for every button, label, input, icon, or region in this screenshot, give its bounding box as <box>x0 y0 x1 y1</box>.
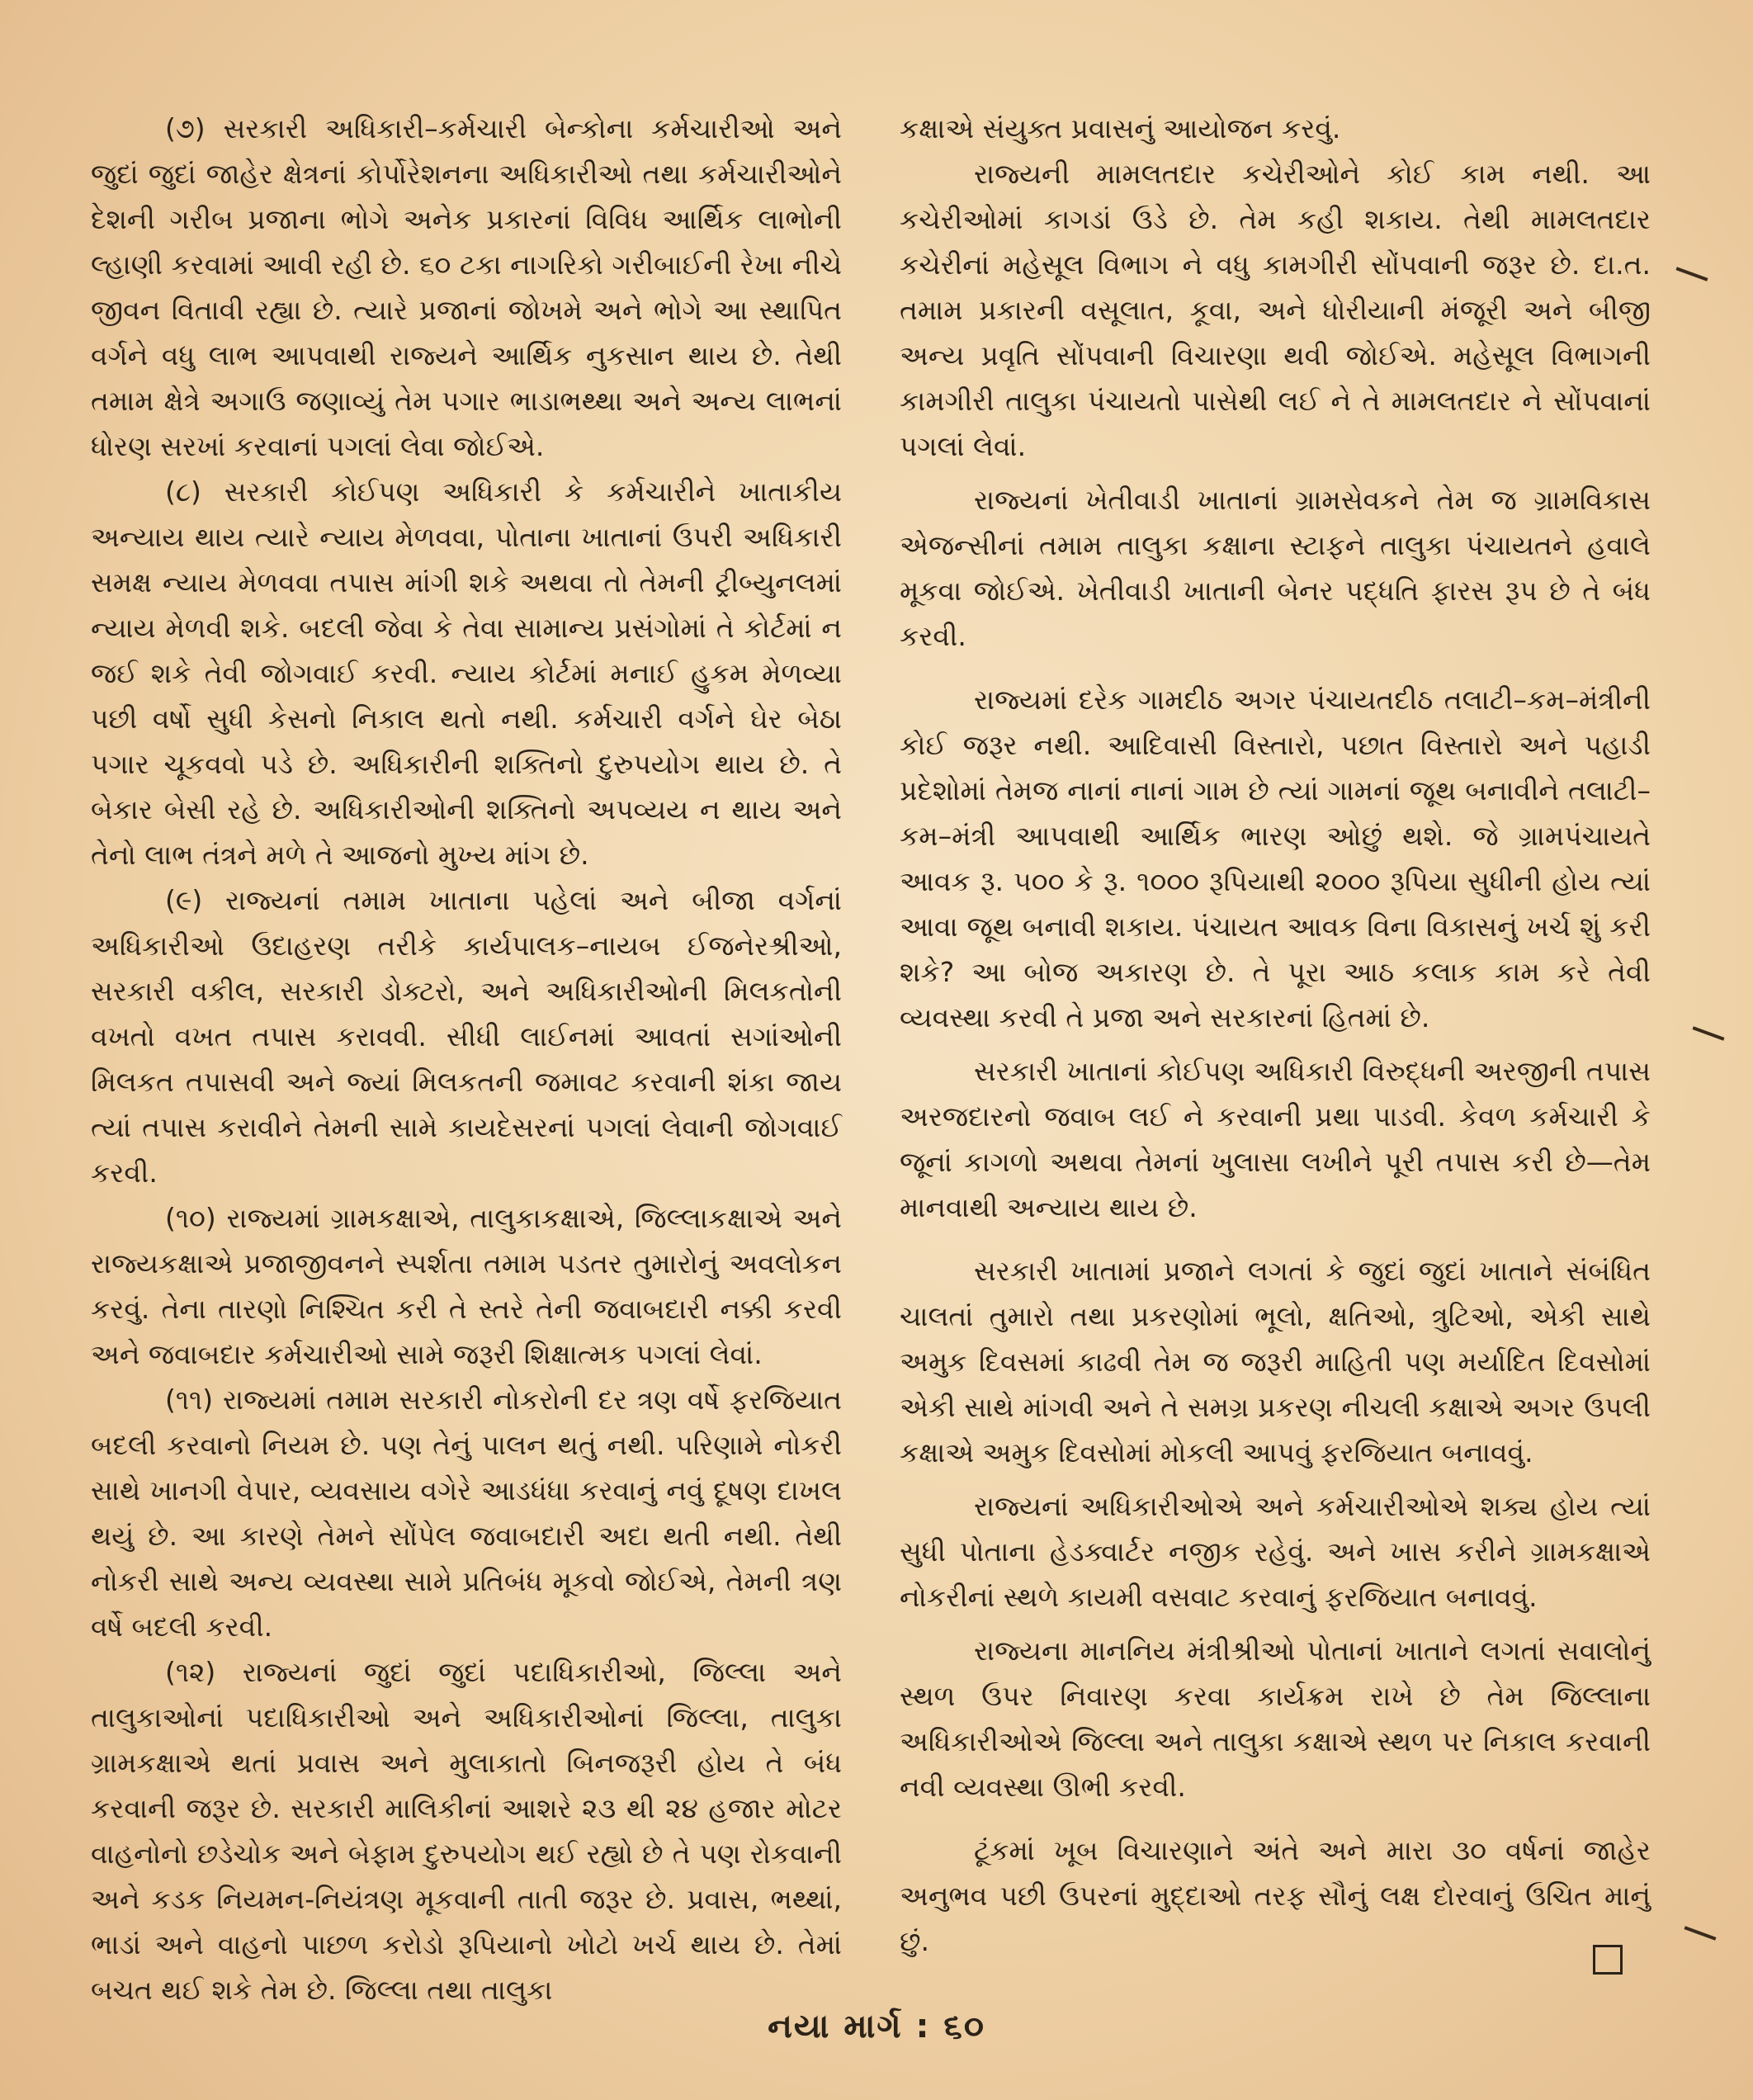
paragraph: રાજ્યમાં દરેક ગામદીઠ અગર પંચાયતદીઠ તલાટી–કમ–મંત્રીની કોઈ જરૂર નથી. આદિવાસી વિસ્તારો, પછાત વિસ્તારો અને પહાડી પ્રદેશોમાં તેમજ નાનાં નાનાં ગામ છે ત્યાં ગામનાં જૂથ બનાવીને તલાટી–કમ–મંત્રી આપવાથી આર્થિક ભારણ ઓછું થશે. જે ગ્રામપંચાયતે આવક રૂ. ૫૦૦ કે રૂ. ૧૦૦૦ રૂપિયાથી ૨૦૦૦ રૂપિયા સુધીની હોય ત્યાં આવા જૂથ બનાવી શકાય. પંચાયત આવક વિના વિકાસનું ખર્ચ શું કરી શકે? આ બોજ અકારણ છે. તે પૂરા આઠ કલાક કામ કરે તેવી વ્યવસ્થા કરવી તે પ્રજા અને સરકારનાં હિતમાં છે. <box>900 683 1651 1033</box>
left-column <box>91 106 842 2012</box>
paragraph: સરકારી ખાતામાં પ્રજાને લગતાં કે જુદાં જુદાં ખાતાને સંબંધિત ચાલતાં તુમારો તથા પ્રકરણોમાં ભૂલો, ક્ષતિઓ, ત્રુટિઓ, એકી સાથે અમુક દિવસમાં કાઢવી તેમ જ જરૂરી માહિતી પણ મર્યાદિત દિવસોમાં એકી સાથે માંગવી અને તે સમગ્ર પ્રકરણ નીચલી કક્ષાએ અગર ઉપલી કક્ષાએ અમુક દિવસોમાં મોકલી આપવું ફરજિયાત બનાવવું. <box>900 1255 1651 1469</box>
paragraph: (૧૧) રાજ્યમાં તમામ સરકારી નોકરોની દર ત્રણ વર્ષે ફરજિયાત બદલી કરવાનો નિયમ છે. પણ તેનું પાલન થતું નથી. પરિણામે નોકરી સાથે ખાનગી વેપાર, વ્યવસાય વગેરે આડધંધા કરવાનું નવું દૂષણ દાખલ થયું છે. આ કારણે તેમને સોંપેલ જવાબદારી અદા થતી નથી. તેથી નોકરી સાથે અન્ય વ્યવસ્થા સામે પ્રતિબંધ મૂકવો જોઈએ, તેમની ત્રણ વર્ષે બદલી કરવી. <box>91 1383 842 1643</box>
page-footer: નયા માર્ગ : ૬૦ <box>768 2008 985 2046</box>
paragraph: (૭) સરકારી અધિકારી–કર્મચારી બેન્કોના કર્મચારીઓ અને જુદાં જુદાં જાહેર ક્ષેત્રનાં કોર્પોરેશનના અધિકારીઓ તથા કર્મચારીઓને દેશની ગરીબ પ્રજાના ભોગે અનેક પ્રકારનાં વિવિધ આર્થિક લાભોની લ્હાણી કરવામાં આવી રહી છે. ૬૦ ટકા નાગરિકો ગરીબાઈની રેખા નીચે જીવન વિતાવી રહ્યા છે. ત્યારે પ્રજાનાં જોખમે અને ભોગે આ સ્થાપિત વર્ગને વધુ લાભ આપવાથી રાજ્યને આર્થિક નુકસાન થાય છે. તેથી તમામ ક્ષેત્રે અગાઉ જણાવ્યું તેમ પગાર ભાડાભથ્થા અને અન્ય લાભનાં ધોરણ સરખાં કરવાનાં પગલાં લેવા જોઈએ. <box>91 112 842 462</box>
paragraph: (૧૨) રાજ્યનાં જુદાં જુદાં પદાધિકારીઓ, જિલ્લા અને તાલુકાઓનાં પદાધિકારીઓ અને અધિકારીઓનાં જિલ્લા, તાલુકા ગ્રામકક્ષાએ થતાં પ્રવાસ અને મુલાકાતો બિનજરૂરી હોય તે બંધ કરવાની જરૂર છે. સરકારી માલિકીનાં આશરે ૨૩ થી ૨૪ હજાર મોટર વાહનોનો છડેચોક અને બેફામ દુરુપયોગ થઈ રહ્યો છે તે પણ રોકવાની અને કડક નિયમન-નિયંત્રણ મૂકવાની તાતી જરૂર છે. પ્રવાસ, ભથ્થાં, ભાડાં અને વાહનો પાછળ કરોડો રૂપિયાનો ખોટો ખર્ચ થાય છે. તેમાં બચત થઈ શકે તેમ છે. જિલ્લા તથા તાલુકા <box>91 1656 842 2006</box>
paper-tear-mark <box>1684 1926 1717 1940</box>
right-column <box>900 106 1651 1964</box>
paragraph: (૮) સરકારી કોઈપણ અધિકારી કે કર્મચારીને ખાતાકીય અન્યાય થાય ત્યારે ન્યાય મેળવવા, પોતાના ખાતાનાં ઉપરી અધિકારી સમક્ષ ન્યાય મેળવવા તપાસ માંગી શકે અથવા તો તેમની ટ્રીબ્યુનલમાં ન્યાય મેળવી શકે. બદલી જેવા કે તેવા સામાન્ય પ્રસંગોમાં તે કોર્ટમાં ન જઈ શકે તેવી જોગવાઈ કરવી. ન્યાય કોર્ટમાં મનાઈ હુકમ મેળવ્યા પછી વર્ષો સુધી કેસનો નિકાલ થતો નથી. કર્મચારી વર્ગને ઘેર બેઠા પગાર ચૂકવવો પડે છે. અધિકારીની શક્તિનો દુરુપયોગ થાય છે. તે બેકાર બેસી રહે છે. અધિકારીઓની શક્તિનો અપવ્યય ન થાય અને તેનો લાભ તંત્રને મળે તે આજનો મુખ્ય માંગ છે. <box>91 475 842 871</box>
paragraph: સરકારી ખાતાનાં કોઈપણ અધિકારી વિરુદ્ધની અરજીની તપાસ અરજદારનો જવાબ લઈ ને કરવાની પ્રથા પાડવી. કેવળ કર્મચારી કે જૂનાં કાગળો અથવા તેમનાં ખુલાસા લખીને પૂરી તપાસ કરી છે—તેમ માનવાથી અન્યાય થાય છે. <box>900 1055 1651 1223</box>
paragraph: કક્ષાએ સંયુક્ત પ્રવાસનું આયોજન કરવું. <box>900 112 1341 144</box>
paper-tear-mark <box>1693 1026 1725 1040</box>
paragraph: રાજ્યની મામલતદાર કચેરીઓને કોઈ કામ નથી. આ કચેરીઓમાં કાગડાં ઉડે છે. તેમ કહી શકાય. તેથી મામલતદાર કચેરીનાં મહેસૂલ વિભાગ ને વધુ કામગીરી સોંપવાની જરૂર છે. દા.ત. તમામ પ્રકારની વસૂલાત, કૂવા, અને ધોરીયાની મંજૂરી અને બીજી અન્ય પ્રવૃતિ સોંપવાની વિચારણા થવી જોઈએ. મહેસૂલ વિભાગની કામગીરી તાલુકા પંચાયતો પાસેથી લઈ ને તે મામલતદાર ને સોંપવાનાં પગલાં લેવાં. <box>900 158 1651 462</box>
paragraph: રાજ્યના માનનિય મંત્રીશ્રીઓ પોતાનાં ખાતાને લગતાં સવાલોનું સ્થળ ઉપર નિવારણ કરવા કાર્યક્રમ રાખે છે તેમ જિલ્લાના અધિકારીઓએ જિલ્લા અને તાલુકા કક્ષાએ સ્થળ પર નિકાલ કરવાની નવી વ્યવસ્થા ઊભી કરવી. <box>900 1634 1651 1803</box>
paragraph: રાજ્યનાં અધિકારીઓએ અને કર્મચારીઓએ શક્ય હોય ત્યાં સુધી પોતાના હેડક્વાર્ટર નજીક રહેવું. અને ખાસ કરીને ગ્રામકક્ષાએ નોકરીનાં સ્થળે કાયમી વસવાટ કરવાનું ફરજિયાત બનાવવું. <box>900 1490 1651 1613</box>
paper-tear-mark <box>1676 267 1708 281</box>
paragraph: (૧૦) રાજ્યમાં ગ્રામકક્ષાએ, તાલુકાકક્ષાએ, જિલ્લાકક્ષાએ અને રાજ્યકક્ષાએ પ્રજાજીવનને સ્પર્શતા તમામ પડતર તુમારોનું અવલોકન કરવું. તેના તારણો નિશ્ચિત કરી તે સ્તરે તેની જવાબદારી નક્કી કરવી અને જવાબદાર કર્મચારીઓ સામે જરૂરી શિક્ષાત્મક પગલાં લેવાં. <box>91 1202 842 1370</box>
paragraph: ટૂંકમાં ખૂબ વિચારણાને અંતે અને મારા ૩૦ વર્ષનાં જાહેર અનુભવ પછી ઉપરનાં મુદ્દાઓ તરફ સૌનું લક્ષ દોરવાનું ઉચિત માનું છું. <box>900 1834 1651 1957</box>
paragraph: (૯) રાજ્યનાં તમામ ખાતાના પહેલાં અને બીજા વર્ગનાં અધિકારીઓ ઉદાહરણ તરીકે કાર્યપાલક–નાયબ ઈજનેરશ્રીઓ, સરકારી વકીલ, સરકારી ડોક્ટરો, અને અધિકારીઓની મિલકતોની વખતો વખત તપાસ કરાવવી. સીધી લાઈનમાં આવતાં સગાંઓની મિલકત તપાસવી અને જ્યાં મિલકતની જમાવટ કરવાની શંકા જાય ત્યાં તપાસ કરાવીને તેમની સામે કાયદેસરનાં પગલાં લેવાની જોગવાઈ કરવી. <box>91 884 842 1189</box>
paragraph: રાજ્યનાં ખેતીવાડી ખાતાનાં ગ્રામસેવકને તેમ જ ગ્રામવિકાસ એજન્સીનાં તમામ તાલુકા કક્ષાના સ્ટાફને તાલુકા પંચાયતને હવાલે મૂકવા જોઈએ. ખેતીવાડી ખાતાની બેનર પદ્ધતિ ફારસ રૂપ છે તે બંધ કરવી. <box>900 484 1651 652</box>
end-mark-box <box>1593 1945 1623 1975</box>
